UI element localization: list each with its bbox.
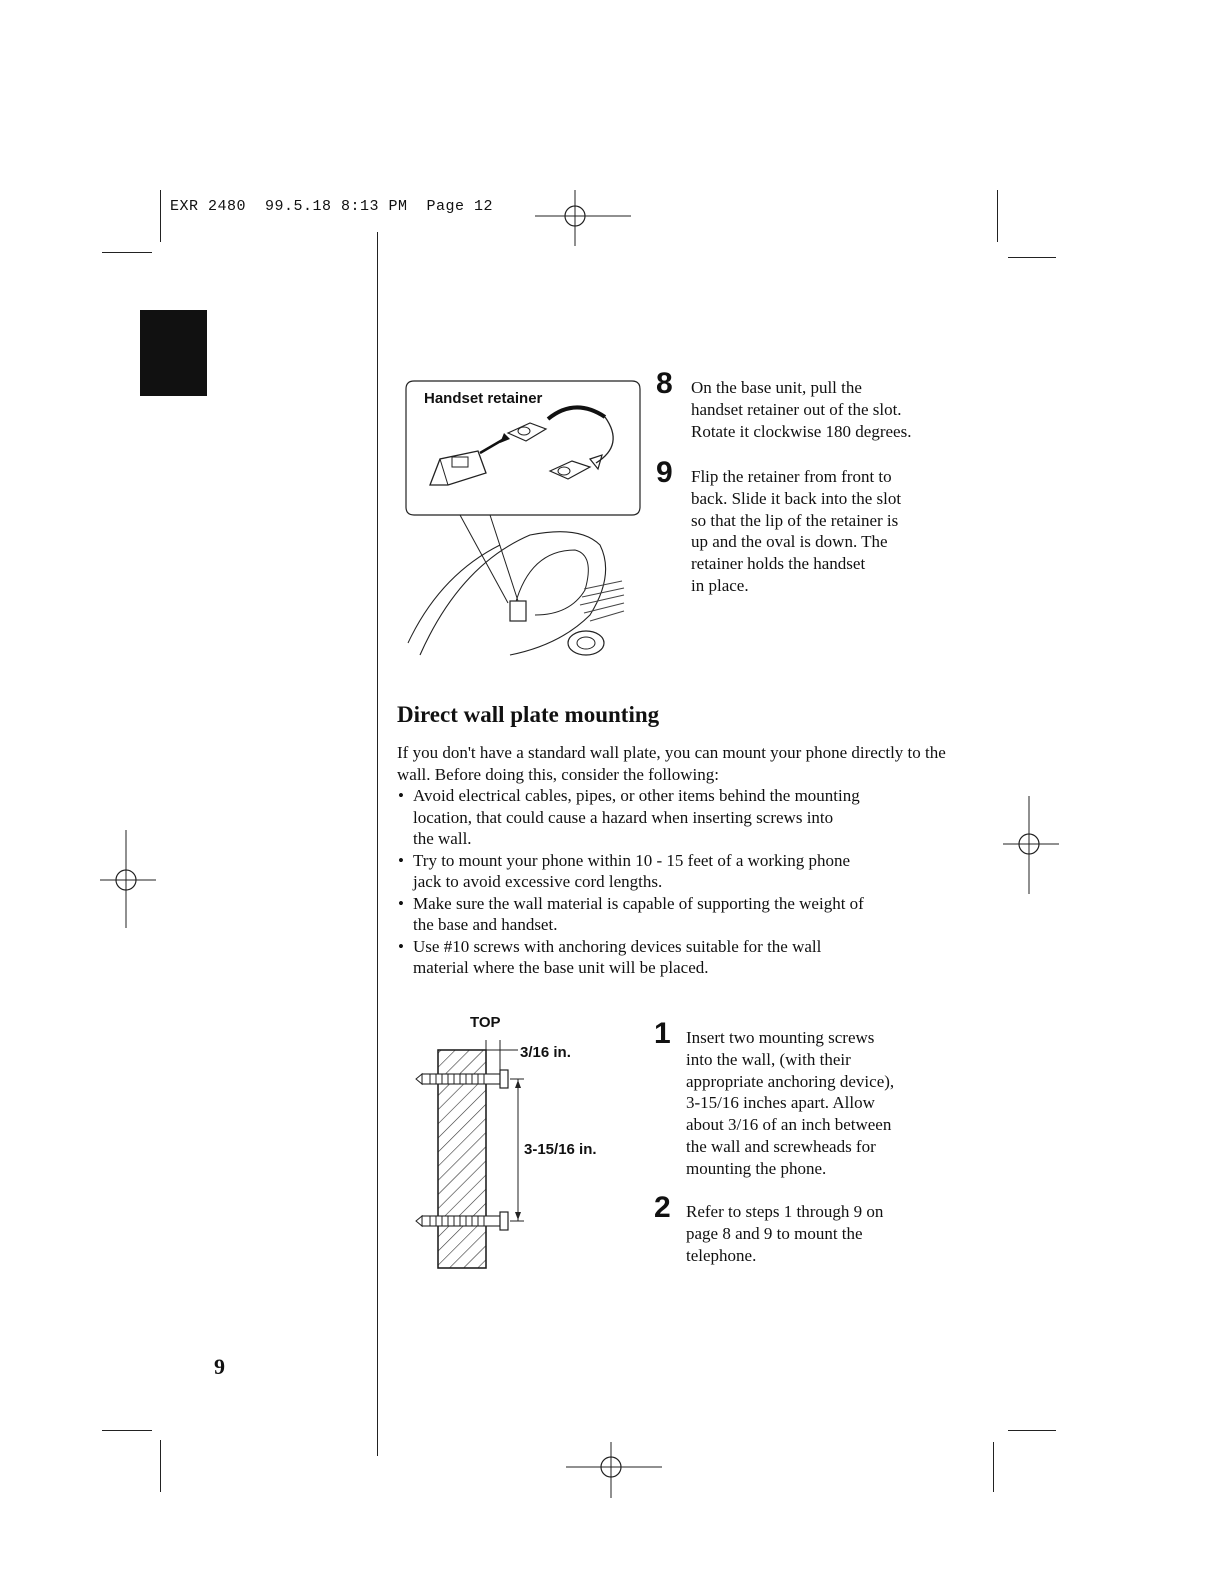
handset-retainer-illustration bbox=[400, 375, 650, 665]
list-item: • Make sure the wall material is capable of supporting the weight of the base and handset. bbox=[397, 893, 957, 936]
step-number: 9 bbox=[656, 456, 673, 489]
list-item: • Use #10 screws with anchoring devices suitable for the wall material where the base unit will be placed. bbox=[397, 936, 957, 979]
step-text: Flip the retainer from front to back. Slide it back into the slot so that the lip of the retainer is up and the oval is down. The retainer holds the handset in place. bbox=[691, 467, 902, 595]
crop-mark bbox=[102, 1430, 152, 1431]
gutter-rule bbox=[377, 232, 378, 1456]
crop-mark bbox=[1008, 1430, 1056, 1431]
section-intro: If you don't have a standard wall plate, you can mount your phone directly to the wall. Before doing this, consider the following: bbox=[397, 743, 946, 784]
step-number: 2 bbox=[654, 1191, 671, 1224]
step-number: 1 bbox=[654, 1017, 671, 1050]
list-item: • Avoid electrical cables, pipes, or other items behind the mounting location, that could cause a hazard when inserting screws into the wall. bbox=[397, 785, 957, 850]
section-title: Direct wall plate mounting bbox=[397, 702, 660, 727]
top-label: TOP bbox=[470, 1014, 501, 1031]
gap-dimension-label: 3/16 in. bbox=[520, 1044, 571, 1061]
step-text: Insert two mounting screws into the wall, (with their appropriate anchoring device), 3-15/16 inches apart. Allow about 3/16 of an inch between the wall and screwheads for mounting the phone. bbox=[686, 1028, 895, 1178]
crop-mark bbox=[102, 252, 152, 253]
list-item: • Try to mount your phone within 10 - 15 feet of a working phone jack to avoid excessive cord lengths. bbox=[397, 850, 957, 893]
step-number: 8 bbox=[656, 367, 673, 400]
crop-mark bbox=[993, 1442, 994, 1492]
considerations-list bbox=[397, 785, 957, 979]
registration-mark-left bbox=[100, 830, 156, 928]
step-text: Refer to steps 1 through 9 on page 8 and 9 to mount the telephone. bbox=[686, 1202, 884, 1265]
crop-mark bbox=[1008, 257, 1056, 258]
handset-retainer-figure bbox=[400, 375, 650, 665]
step-text: On the base unit, pull the handset retainer out of the slot. Rotate it clockwise 180 degrees. bbox=[691, 378, 912, 441]
print-slug: EXR 2480 99.5.18 8:13 PM Page 12 bbox=[170, 198, 494, 215]
page-number: 9 bbox=[214, 1354, 225, 1379]
registration-mark-right bbox=[1003, 796, 1059, 894]
spacing-dimension-label: 3-15/16 in. bbox=[524, 1141, 597, 1158]
registration-mark-top bbox=[535, 190, 631, 246]
registration-mark-bottom bbox=[566, 1442, 662, 1498]
handset-retainer-callout-label: Handset retainer bbox=[424, 390, 543, 407]
crop-mark bbox=[997, 190, 998, 242]
section-thumb-tab bbox=[140, 310, 207, 396]
wall-mount-diagram bbox=[410, 1010, 630, 1275]
crop-mark bbox=[160, 190, 161, 242]
crop-mark bbox=[160, 1440, 161, 1492]
